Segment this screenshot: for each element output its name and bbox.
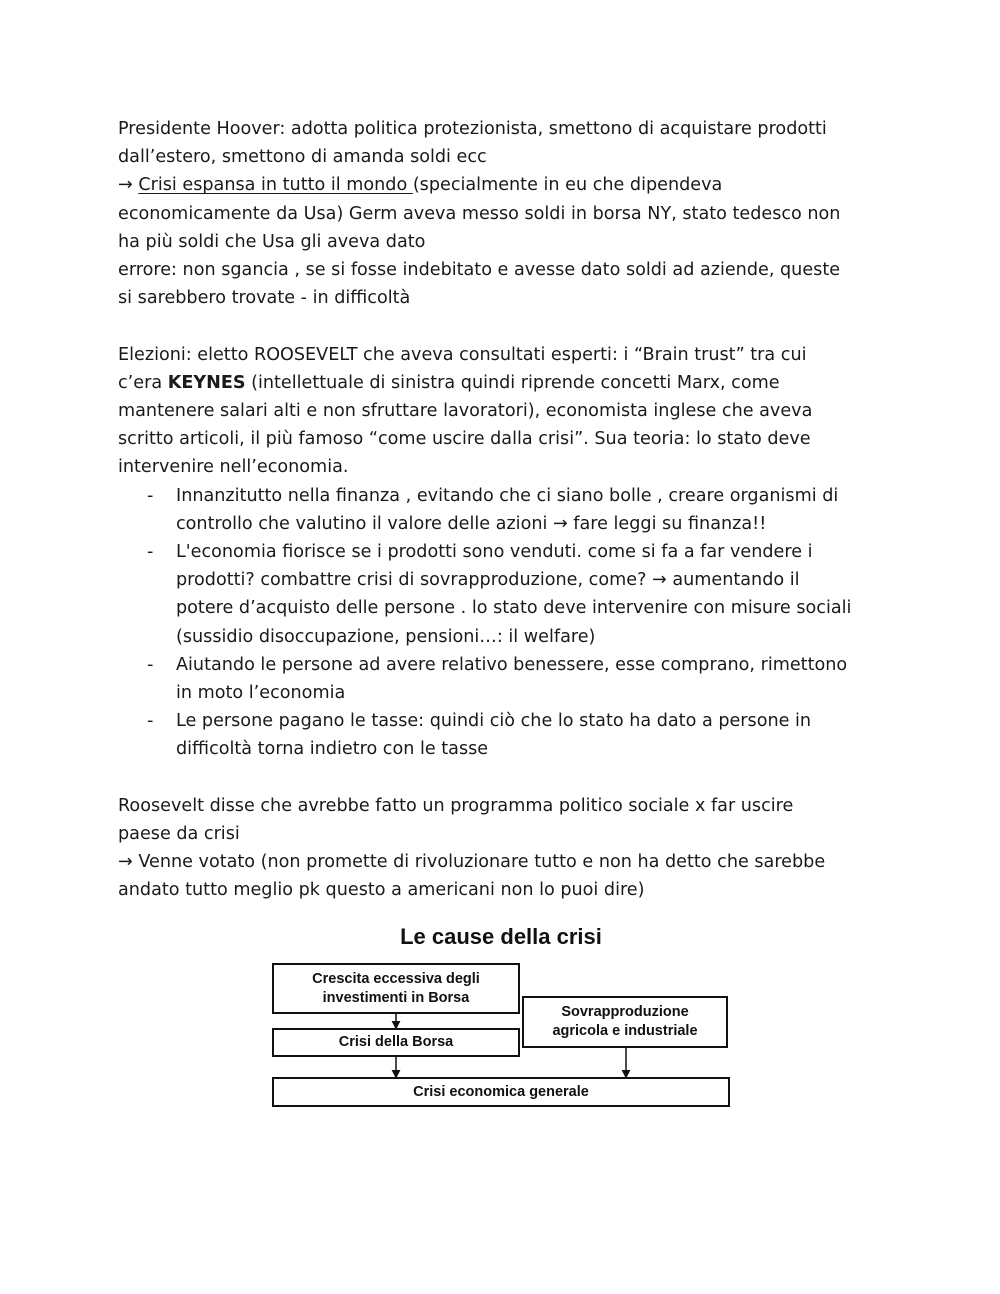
paragraph-program [118,792,888,905]
box-borsa: Crisi della Borsa [272,1028,520,1057]
list-item [118,651,888,707]
text-line: paese da crisi [118,824,240,845]
text-line [118,369,888,397]
text-line: intervenire nell’economia. [118,457,349,478]
text-line: scritto articoli, il più famoso “come uscire dalla crisi”. Sua teoria: lo stato deve [118,429,811,450]
box-investments [272,963,520,1014]
box-general: Crisi economica generale [272,1077,730,1107]
text-fragment: (specialmente in eu che dipendeva [412,175,723,196]
dash-bullet: - [147,485,154,506]
text-line: difficoltà torna indietro con le tasse [176,739,489,760]
diagram-title: Le cause della crisi [400,924,602,949]
text-line: (sussidio disoccupazione, pensioni…: il welfare) [176,626,596,647]
text-line [118,171,888,199]
dash-bullet: - [147,654,154,675]
text-line: Innanzitutto nella finanza , evitando che ci siano bolle , creare organismi di [176,485,839,506]
paragraph-hoover [118,115,888,312]
text-line: Presidente Hoover: adotta politica protezionista, smettono di acquistare prodotti [118,119,827,139]
paragraph-roosevelt-keynes [118,341,888,482]
box-text-line: investimenti in Borsa [322,989,470,1006]
document-page [118,115,888,905]
text-line: economicamente da Usa) Germ aveva messo soldi in borsa NY, stato tedesco non [118,203,841,224]
box-overproduction [522,996,728,1048]
text-line: controllo che valutino il valore delle azioni → fare leggi su finanza!! [176,513,767,534]
text-line: errore: non sgancia , se si fosse indebitato e avesse dato soldi ad aziende, queste [118,260,841,281]
text-line: Le persone pagano le tasse: quindi ciò che lo stato ha dato a persone in [176,711,812,732]
box-text-line: agricola e industriale [552,1023,698,1039]
box-text-line: Crescita eccessiva degli [312,970,480,987]
text-line: L'economia fiorisce se i prodotti sono venduti. come si fa a far vendere i [176,542,813,563]
text-line: Roosevelt disse che avrebbe fatto un programma politico sociale x far uscire [118,795,794,816]
text-fragment: (intellettuale di sinistra quindi riprende concetti Marx, come [245,372,780,393]
causes-diagram [270,922,732,1110]
text-fragment: c’era [118,372,168,393]
text-line: prodotti? combattre crisi di sovrapproduzione, come? → aumentando il [176,570,800,591]
underlined-phrase: Crisi espansa in tutto il mondo [138,175,413,196]
box-text-line: Sovrapproduzione [561,1004,689,1020]
text-line: mantenere salari alti e non sfruttare lavoratori), economista inglese che aveva [118,401,813,422]
arrow-glyph: → [118,175,139,196]
bold-keyword: KEYNES [167,372,246,393]
text-line: potere d’acquisto delle persone . lo stato deve intervenire con misure sociali [176,598,852,619]
list-item [118,538,888,651]
bullet-list [118,482,888,764]
text-line: ha più soldi che Usa gli aveva dato [118,231,426,252]
text-line: si sarebbero trovate - in difficoltà [118,288,411,309]
text-line: Elezioni: eletto ROOSEVELT che aveva consultati esperti: i “Brain trust” tra cui [118,344,807,365]
blank-line [118,312,888,340]
text-line: in moto l’economia [176,683,346,704]
dash-bullet: - [147,542,154,563]
list-item [118,482,888,538]
blank-line [118,764,888,792]
text-line: Aiutando le persone ad avere relativo benessere, esse comprano, rimettono [176,654,848,675]
text-line: → Venne votato (non promette di rivoluzionare tutto e non ha detto che sarebbe [118,852,826,873]
text-line: dall’estero, smettono di amanda soldi ecc [118,147,487,168]
dash-bullet: - [147,711,154,732]
list-item [118,707,888,763]
text-line: andato tutto meglio pk questo a americani non lo puoi dire) [118,880,645,901]
